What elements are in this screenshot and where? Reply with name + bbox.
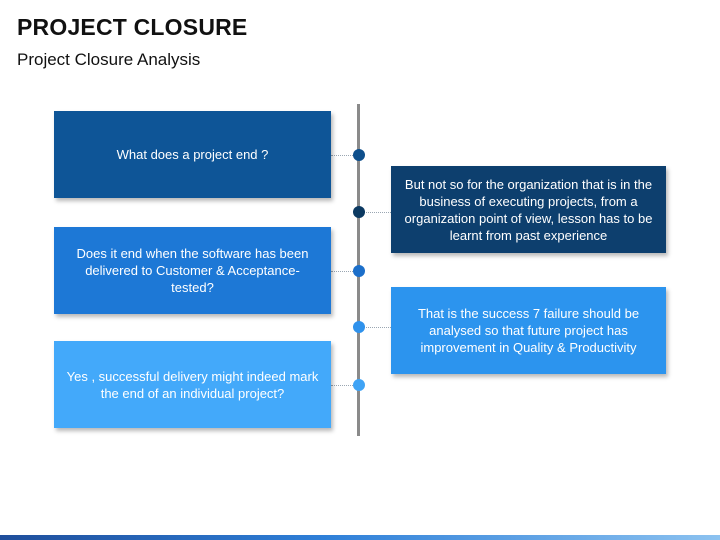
timeline-dot-2 [353,206,365,218]
step-box-5 [54,341,331,428]
step-text-1: What does a project end ? [116,147,269,162]
step-box-4 [391,287,666,374]
footer-bar [0,535,720,540]
step-box-3 [54,227,331,314]
step-box-1 [54,111,331,198]
step-text-2: But not so for the organization that is in the business of executing projects, from a organization point of view, lesson has to be learnt from past experience [404,176,653,243]
timeline-dot-3 [353,265,365,277]
page-subtitle: Project Closure Analysis [17,50,201,69]
page-title: PROJECT CLOSURE [17,14,248,40]
timeline-dot-1 [353,149,365,161]
timeline-dot-5 [353,379,365,391]
step-box-2 [391,166,666,253]
step-text-3: Does it end when the software has been delivered to Customer & Acceptance-tested? [76,246,309,295]
timeline-dot-4 [353,321,365,333]
step-text-4: That is the success 7 failure should be analysed so that future project has improvement in Quality & Productivity [417,306,640,355]
step-text-5: Yes , successful delivery might indeed mark the end of an individual project? [66,368,319,401]
